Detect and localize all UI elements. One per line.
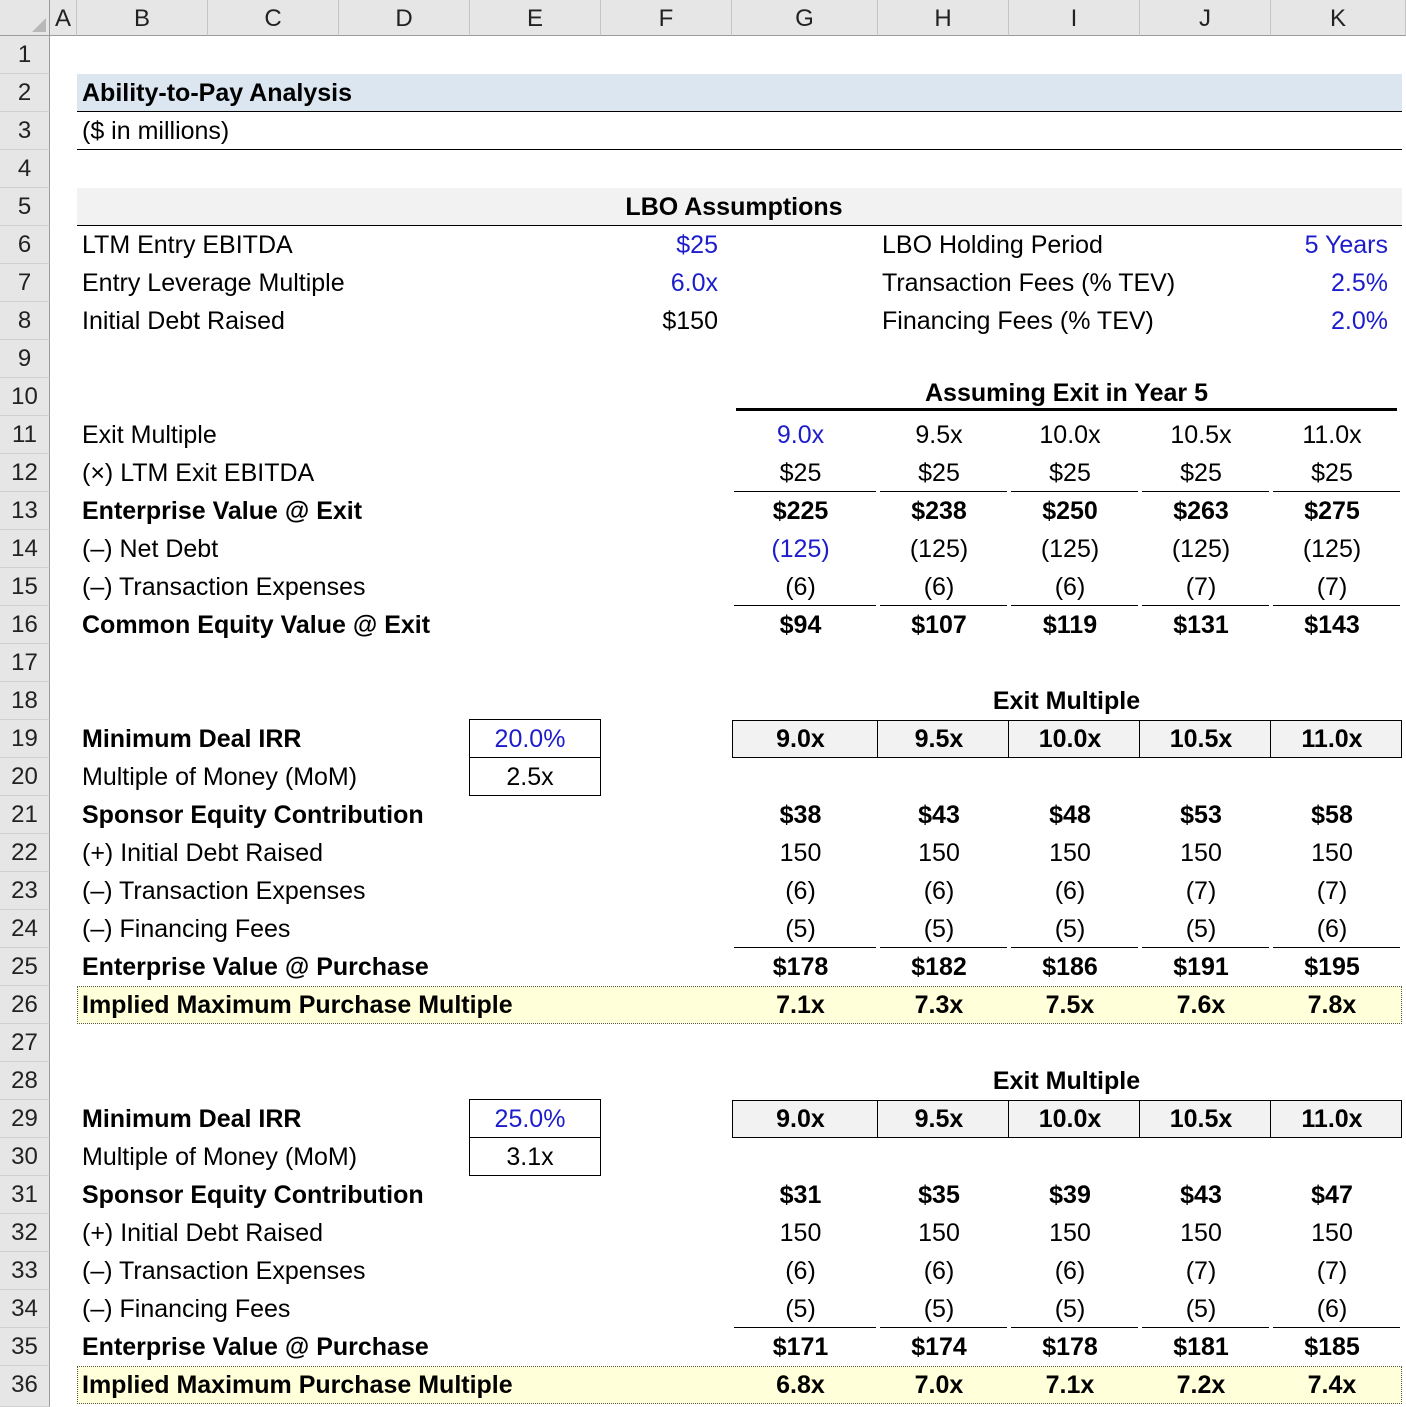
exit-cell[interactable]: (125) <box>1040 535 1100 563</box>
section-header-lbo-assumptions[interactable]: LBO Assumptions <box>625 193 843 221</box>
exit-cell[interactable]: (125) <box>909 535 969 563</box>
assumption-value-input[interactable]: 2.0% <box>1331 307 1388 335</box>
row-header[interactable]: 20 <box>0 758 50 796</box>
exit-cell[interactable]: $107 <box>911 611 967 639</box>
exit-row-label[interactable]: (–) Net Debt <box>82 535 219 563</box>
assumption-label[interactable]: Initial Debt Raised <box>82 307 285 335</box>
assumption-label[interactable]: Entry Leverage Multiple <box>82 269 345 297</box>
value-cell[interactable]: $178 <box>1042 1333 1098 1361</box>
value-cell[interactable]: (6) <box>785 877 816 905</box>
implied-multiple-cell[interactable]: 7.6x <box>1176 991 1226 1019</box>
implied-multiple-cell[interactable]: 7.5x <box>1045 991 1095 1019</box>
row-header[interactable]: 35 <box>0 1328 50 1366</box>
exit-cell[interactable]: (7) <box>1316 573 1348 601</box>
implied-multiple-label[interactable]: Implied Maximum Purchase Multiple <box>82 991 513 1019</box>
row-header[interactable]: 18 <box>0 682 50 720</box>
row-header[interactable]: 16 <box>0 606 50 644</box>
value-cell[interactable]: 150 <box>1180 839 1222 867</box>
exit-cell[interactable]: $225 <box>772 497 829 525</box>
implied-multiple-cell[interactable]: 7.1x <box>776 991 825 1019</box>
value-cell[interactable]: (6) <box>1316 1295 1348 1323</box>
value-cell[interactable]: $181 <box>1173 1333 1229 1361</box>
exit-cell[interactable]: (7) <box>1185 573 1217 601</box>
value-cell[interactable]: 150 <box>918 839 960 867</box>
exit-multiple-header[interactable]: 9.5x <box>914 1105 964 1133</box>
mom-value[interactable]: 2.5x <box>506 763 554 791</box>
row-header[interactable]: 2 <box>0 74 50 112</box>
row-header[interactable]: 14 <box>0 530 50 568</box>
exit-cell[interactable]: $25 <box>1180 459 1222 487</box>
row-header[interactable]: 29 <box>0 1100 50 1138</box>
column-header-g[interactable]: G <box>732 0 878 36</box>
row-label[interactable]: (–) Transaction Expenses <box>82 877 366 905</box>
exit-multiple-header[interactable]: 11.0x <box>1301 1105 1363 1133</box>
mom-label[interactable]: Multiple of Money (MoM) <box>82 763 358 791</box>
page-title[interactable]: Ability-to-Pay Analysis <box>82 79 352 107</box>
row-header[interactable]: 33 <box>0 1252 50 1290</box>
assumption-label[interactable]: Transaction Fees (% TEV) <box>882 269 1176 297</box>
row-label[interactable]: Sponsor Equity Contribution <box>82 1181 424 1209</box>
value-cell[interactable]: $182 <box>911 953 967 981</box>
exit-cell[interactable]: $25 <box>779 459 822 487</box>
value-cell[interactable]: (5) <box>1054 915 1086 943</box>
row-header[interactable]: 25 <box>0 948 50 986</box>
exit-cell[interactable]: $250 <box>1042 497 1098 525</box>
value-cell[interactable]: 150 <box>1049 1219 1091 1247</box>
row-header[interactable]: 1 <box>0 36 50 74</box>
mom-label[interactable]: Multiple of Money (MoM) <box>82 1143 358 1171</box>
column-header-h[interactable]: H <box>878 0 1009 36</box>
exit-cell[interactable]: (125) <box>1171 535 1231 563</box>
value-cell[interactable]: (7) <box>1185 877 1217 905</box>
implied-multiple-cell[interactable]: 6.8x <box>776 1371 825 1399</box>
value-cell[interactable]: $178 <box>772 953 829 981</box>
column-header-f[interactable]: F <box>601 0 732 36</box>
value-cell[interactable]: (6) <box>1316 915 1348 943</box>
exit-cell[interactable]: 10.0x <box>1039 421 1101 449</box>
exit-multiple-header[interactable]: 10.5x <box>1169 725 1233 753</box>
exit-row-label[interactable]: (–) Transaction Expenses <box>82 573 366 601</box>
assumption-value-input[interactable]: $25 <box>676 231 718 259</box>
value-cell[interactable]: $171 <box>772 1333 829 1361</box>
value-cell[interactable]: (7) <box>1316 877 1348 905</box>
row-header[interactable]: 31 <box>0 1176 50 1214</box>
row-label[interactable]: (+) Initial Debt Raised <box>82 1219 324 1247</box>
column-header-a[interactable]: A <box>50 0 77 36</box>
row-header[interactable]: 23 <box>0 872 50 910</box>
exit-cell[interactable]: 9.5x <box>915 421 963 449</box>
exit-cell[interactable]: (6) <box>923 573 955 601</box>
implied-multiple-cell[interactable]: 7.0x <box>914 1371 964 1399</box>
row-header[interactable]: 7 <box>0 264 50 302</box>
value-cell[interactable]: (5) <box>1054 1295 1086 1323</box>
row-header[interactable]: 6 <box>0 226 50 264</box>
exit-section-header[interactable]: Assuming Exit in Year 5 <box>925 379 1208 407</box>
exit-multiple-header[interactable]: 9.0x <box>776 1105 825 1133</box>
exit-cell[interactable]: $119 <box>1042 611 1098 639</box>
row-label[interactable]: (–) Financing Fees <box>82 1295 291 1323</box>
value-cell[interactable]: 150 <box>1049 839 1091 867</box>
column-header-e[interactable]: E <box>470 0 601 36</box>
value-cell[interactable]: (7) <box>1316 1257 1348 1285</box>
value-cell[interactable]: $195 <box>1304 953 1360 981</box>
irr-input[interactable]: 25.0% <box>494 1105 566 1133</box>
exit-multiple-header[interactable]: 10.0x <box>1038 1105 1102 1133</box>
scenario2-header[interactable]: Exit Multiple <box>992 1067 1141 1095</box>
row-header[interactable]: 10 <box>0 378 50 416</box>
value-cell[interactable]: 150 <box>1180 1219 1222 1247</box>
row-header[interactable]: 27 <box>0 1024 50 1062</box>
assumption-value-input[interactable]: 2.5% <box>1331 269 1388 297</box>
exit-cell[interactable]: $131 <box>1173 611 1229 639</box>
value-cell[interactable]: (5) <box>923 1295 955 1323</box>
row-header[interactable]: 26 <box>0 986 50 1024</box>
column-header-b[interactable]: B <box>77 0 208 36</box>
value-cell[interactable]: 150 <box>779 839 822 867</box>
select-all-icon <box>32 18 46 32</box>
net-debt-input[interactable]: (125) <box>771 535 830 563</box>
value-cell[interactable]: $43 <box>918 801 960 829</box>
row-label[interactable]: Sponsor Equity Contribution <box>82 801 424 829</box>
row-header[interactable]: 32 <box>0 1214 50 1252</box>
row-header[interactable]: 30 <box>0 1138 50 1176</box>
exit-cell[interactable]: $275 <box>1304 497 1360 525</box>
exit-cell[interactable]: 11.0x <box>1302 421 1362 449</box>
row-header[interactable]: 3 <box>0 112 50 150</box>
assumption-label[interactable]: LBO Holding Period <box>882 231 1103 259</box>
value-cell[interactable]: $39 <box>1049 1181 1091 1209</box>
column-header-j[interactable]: J <box>1140 0 1271 36</box>
exit-cell[interactable]: $263 <box>1173 497 1229 525</box>
exit-cell[interactable]: (6) <box>785 573 816 601</box>
column-header-k[interactable]: K <box>1271 0 1406 36</box>
row-header[interactable]: 8 <box>0 302 50 340</box>
exit-multiple-header[interactable]: 10.0x <box>1038 725 1102 753</box>
assumption-label[interactable]: Financing Fees (% TEV) <box>882 307 1154 335</box>
value-cell[interactable]: 150 <box>779 1219 822 1247</box>
assumption-value-input[interactable]: 5 Years <box>1304 231 1388 259</box>
value-cell[interactable]: $58 <box>1311 801 1353 829</box>
value-cell[interactable]: 150 <box>1311 1219 1353 1247</box>
units-subtitle[interactable]: ($ in millions) <box>82 117 230 145</box>
exit-cell[interactable]: (125) <box>1302 535 1362 563</box>
exit-row-label[interactable]: (×) LTM Exit EBITDA <box>82 459 315 487</box>
value-cell[interactable]: 150 <box>1311 839 1353 867</box>
exit-cell[interactable]: (6) <box>1054 573 1086 601</box>
value-cell[interactable]: $185 <box>1304 1333 1360 1361</box>
value-cell[interactable]: $47 <box>1311 1181 1353 1209</box>
row-header[interactable]: 5 <box>0 188 50 226</box>
row-label[interactable]: Enterprise Value @ Purchase <box>82 953 429 981</box>
row-label[interactable]: (+) Initial Debt Raised <box>82 839 324 867</box>
scenario1-header[interactable]: Exit Multiple <box>992 687 1141 715</box>
exit-row-label[interactable]: Enterprise Value @ Exit <box>82 497 363 525</box>
row-header[interactable]: 13 <box>0 492 50 530</box>
exit-multiple-header[interactable]: 9.5x <box>914 725 964 753</box>
implied-multiple-cell[interactable]: 7.8x <box>1307 991 1357 1019</box>
row-header[interactable]: 21 <box>0 796 50 834</box>
row-header[interactable]: 24 <box>0 910 50 948</box>
value-cell[interactable]: $35 <box>918 1181 960 1209</box>
exit-cell[interactable]: $25 <box>1311 459 1353 487</box>
exit-multiple-header[interactable]: 10.5x <box>1169 1105 1233 1133</box>
row-label[interactable]: (–) Transaction Expenses <box>82 1257 366 1285</box>
implied-multiple-cell[interactable]: 7.3x <box>914 991 964 1019</box>
value-cell[interactable]: (5) <box>1185 915 1217 943</box>
irr-input[interactable]: 20.0% <box>494 725 566 753</box>
row-label[interactable]: (–) Financing Fees <box>82 915 291 943</box>
value-cell[interactable]: $48 <box>1049 801 1091 829</box>
value-cell[interactable]: (5) <box>923 915 955 943</box>
assumption-value-input[interactable]: 6.0x <box>670 269 718 297</box>
column-header-i[interactable]: I <box>1009 0 1140 36</box>
exit-row-label[interactable]: Exit Multiple <box>82 421 217 449</box>
row-header[interactable]: 34 <box>0 1290 50 1328</box>
value-cell[interactable]: (6) <box>1054 877 1086 905</box>
implied-multiple-cell[interactable]: 7.4x <box>1307 1371 1357 1399</box>
implied-multiple-cell[interactable]: 7.1x <box>1045 1371 1095 1399</box>
row-header[interactable]: 12 <box>0 454 50 492</box>
exit-cell[interactable]: $238 <box>911 497 967 525</box>
value-cell[interactable]: (7) <box>1185 1257 1217 1285</box>
value-cell[interactable]: (6) <box>785 1257 816 1285</box>
value-cell[interactable]: (6) <box>923 877 955 905</box>
select-all-corner[interactable] <box>0 0 50 36</box>
exit-cell[interactable]: $25 <box>1049 459 1091 487</box>
row-label[interactable]: Enterprise Value @ Purchase <box>82 1333 429 1361</box>
value-cell[interactable]: 150 <box>918 1219 960 1247</box>
assumption-label[interactable]: LTM Entry EBITDA <box>82 231 293 259</box>
exit-multiple-header[interactable]: 11.0x <box>1301 725 1363 753</box>
implied-multiple-label[interactable]: Implied Maximum Purchase Multiple <box>82 1371 513 1399</box>
exit-cell[interactable]: $25 <box>918 459 960 487</box>
row-header[interactable]: 28 <box>0 1062 50 1100</box>
value-cell[interactable]: $186 <box>1042 953 1098 981</box>
column-header-d[interactable]: D <box>339 0 470 36</box>
row-header[interactable]: 11 <box>0 416 50 454</box>
value-cell[interactable]: (6) <box>1054 1257 1086 1285</box>
row-header[interactable]: 19 <box>0 720 50 758</box>
row-header[interactable]: 36 <box>0 1366 50 1407</box>
value-cell[interactable]: $38 <box>779 801 822 829</box>
value-cell[interactable]: $191 <box>1173 953 1229 981</box>
value-cell[interactable]: (5) <box>785 1295 816 1323</box>
irr-label[interactable]: Minimum Deal IRR <box>82 1105 302 1133</box>
exit-cell[interactable]: $94 <box>779 611 822 639</box>
exit-cell[interactable]: 10.5x <box>1170 421 1232 449</box>
column-header-c[interactable]: C <box>208 0 339 36</box>
value-cell[interactable]: $31 <box>779 1181 822 1209</box>
row-header[interactable]: 22 <box>0 834 50 872</box>
row-header[interactable]: 17 <box>0 644 50 682</box>
value-cell[interactable]: $43 <box>1180 1181 1222 1209</box>
assumption-value[interactable]: $150 <box>662 307 718 335</box>
exit-multiple-header[interactable]: 9.0x <box>776 725 825 753</box>
row-header[interactable]: 9 <box>0 340 50 378</box>
implied-multiple-cell[interactable]: 7.2x <box>1176 1371 1226 1399</box>
value-cell[interactable]: $174 <box>911 1333 967 1361</box>
exit-row-label[interactable]: Common Equity Value @ Exit <box>82 611 431 639</box>
row-header[interactable]: 4 <box>0 150 50 188</box>
exit-multiple-input[interactable]: 9.0x <box>776 421 825 449</box>
exit-cell[interactable]: $143 <box>1304 611 1360 639</box>
irr-label[interactable]: Minimum Deal IRR <box>82 725 302 753</box>
value-cell[interactable]: (6) <box>923 1257 955 1285</box>
row-header[interactable]: 15 <box>0 568 50 606</box>
mom-value[interactable]: 3.1x <box>506 1143 554 1171</box>
value-cell[interactable]: $53 <box>1180 801 1222 829</box>
divider <box>736 408 1397 411</box>
value-cell[interactable]: (5) <box>1185 1295 1217 1323</box>
value-cell[interactable]: (5) <box>785 915 816 943</box>
